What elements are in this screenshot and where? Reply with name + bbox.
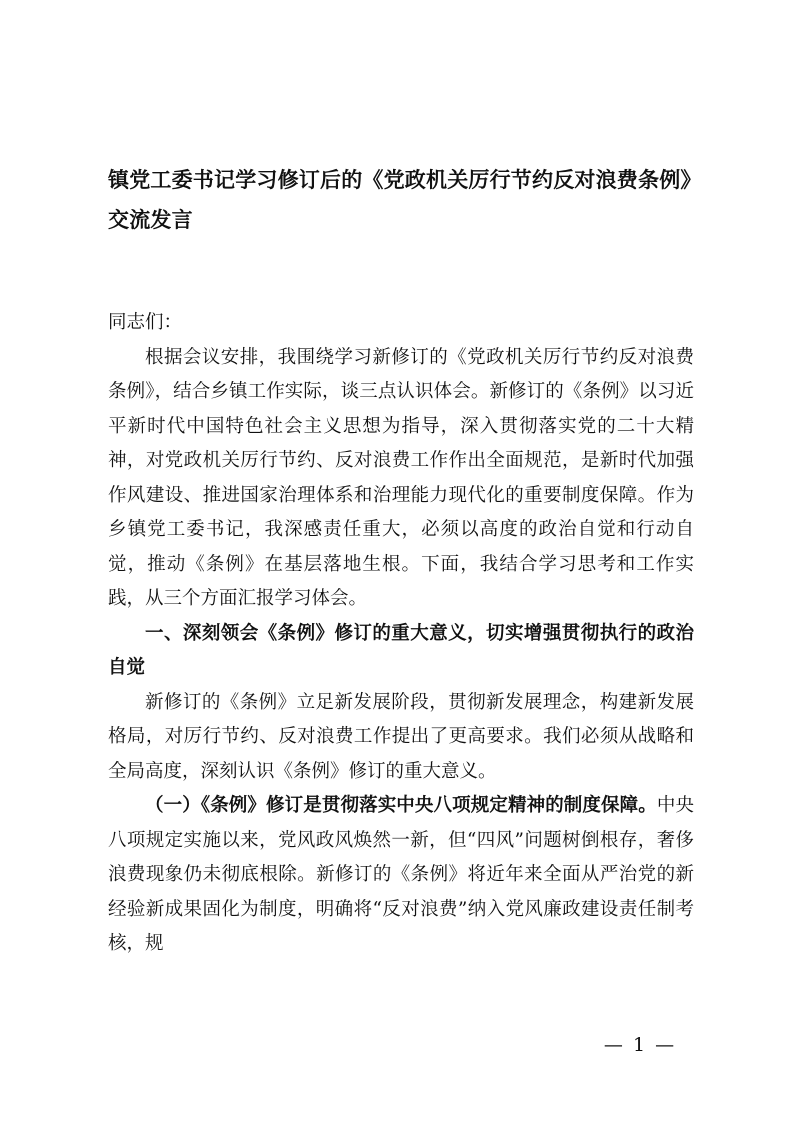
subsection-1-paragraph xyxy=(108,789,694,962)
page-number: — 1 — xyxy=(603,1034,677,1056)
document-body xyxy=(108,306,694,962)
intro-paragraph: 根据会议安排，我围绕学习新修订的《党政机关厉行节约反对浪费条例》，结合乡镇工作实际，谈三点认识体会。新修订的《条例》以习近平新时代中国特色社会主义思想为指导，深入贯彻落实党的二十大精神，对党政机关厉行节约、反对浪费工作作出全面规范，是新时代加强作风建设、推进国家治理体系和治理能力现代化的重要制度保障。作为乡镇党工委书记，我深感责任重大，必须以高度的政治自觉和行动自觉，推动《条例》在基层落地生根。下面，我结合学习思考和工作实践，从三个方面汇报学习体会。 xyxy=(108,346,694,609)
section-heading-1: 一、深刻领会《条例》修订的重大意义，切实增强贯彻执行的政治自觉 xyxy=(108,622,694,678)
subsection-1-text: 中央八项规定实施以来，党风政风焕然一新，但“四风”问题树倒根存，奢侈浪费现象仍未彻底根除。新修订的《条例》将近年来全面从严治党的新经验新成果固化为制度，明确将“反对浪费”纳入党风廉政建设责任制考核，规 xyxy=(108,795,694,954)
salutation: 同志们： xyxy=(108,312,183,333)
section-1-paragraph: 新修订的《条例》立足新发展阶段，贯彻新发展理念，构建新发展格局，对厉行节约、反对浪费工作提出了更高要求。我们必须从战略和全局高度，深刻认识《条例》修订的重大意义。 xyxy=(108,691,694,782)
document-title: 镇党工委书记学习修订后的《党政机关厉行节约反对浪费条例》交流发言 xyxy=(108,168,702,232)
subsection-heading-1: （一）《条例》修订是贯彻落实中央八项规定精神的制度保障。 xyxy=(145,795,657,816)
